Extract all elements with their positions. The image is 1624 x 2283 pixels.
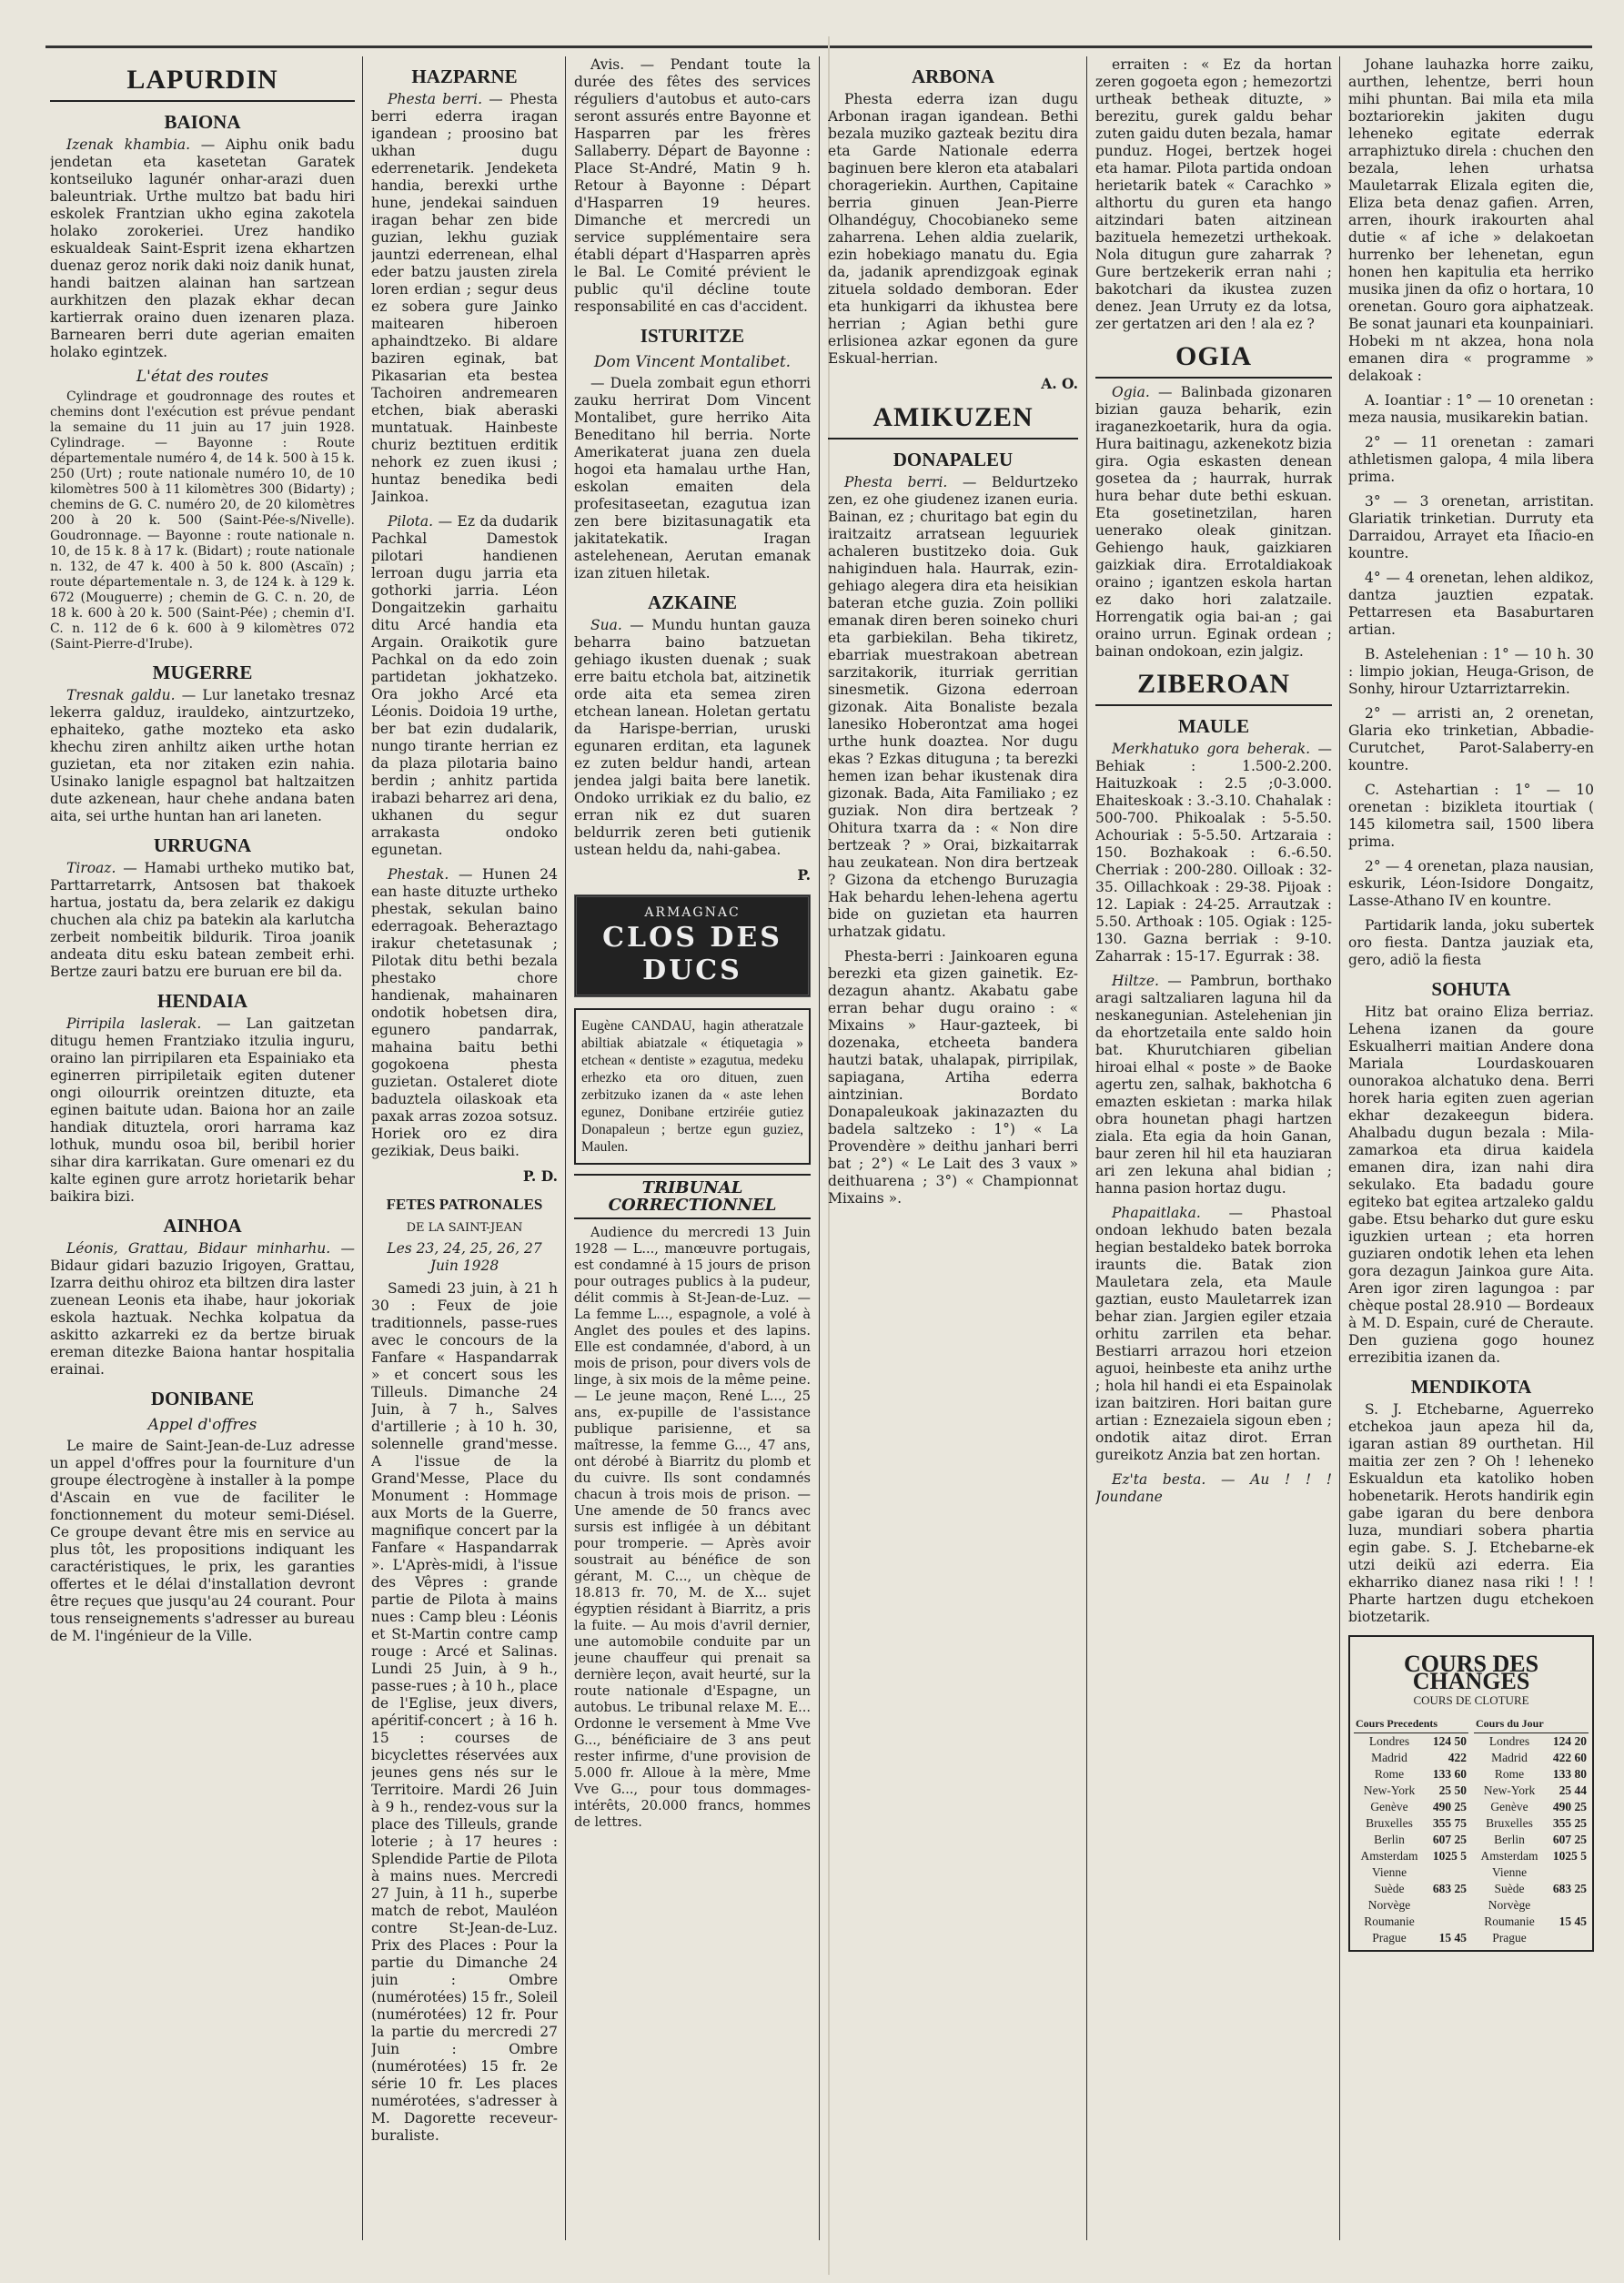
article-sohuta: Hitz bat oraino Eliza berriaz. Lehena izanen da goure Eskualherri maitian Andere dona Mariala Lourdaskouaren ounorakoa alchatuko dena. Berri horek haria egiten zuen agerian ekhar dezakeegun bidera. Ahalbadu dugun bezala : Mila-zamarkoa eta dirua kaidela emanen dira, izan nahi dira sekulako. Eta badadu goure egiteko bat egitea artzaleko galdu gabe. Etsu beharko dut gure esku iguzkien urtean ; eta horren guziaren ondotik lehen eta lehen gora dezagun Jainkoa gure Aita. Aren igor ziren lagungoa : par chèque postal 28.910 — Bordeaux à M. D. Espain, curé de Cheraute. Den guziena gogo hounez errezibitia izanen da. — [1348, 1004, 1594, 1366]
article-arbona: Phesta ederra izan dugu Arbonan iragan igandean. Bethi bezala muziko gazteak bezitu dira eta Garde Nationale ederra baginuen bere kleron eta atabalari chorageriekin. Aurthen, Capitaine berria ginuen Jean-Pierre Olhandéguy, Chocobianeko seme zaharrena. Lehen aldia zuelarik, ezin hobekiago manatu du. Egia da, jadanik aprendizgoak eginak zituela soldado demboran. Eder eta hunkigarri da ikhustea bere herrian ; Agian bethi gure erlisionea azkar egonen da gure Eskual-herrian. — [828, 91, 1078, 367]
article-phestak — [371, 866, 558, 1160]
article-isturitze: — Duela zombait egun ethorri zauku herrirat Dom Vincent Montalibet, gure herriko Aita Beneditano hil berria. Norte Amerikaterat juana zen duela hogoi eta hamalau urthe Han, eskolan emaiten dela profesitaseetan, ezagutua izan zen bere bizitasunagatik eta jakitatekatik. Iragan astelehenean, Aerutan emanak izan zituen hiletak. — [574, 375, 811, 581]
column-2 — [371, 56, 558, 2277]
rate-row — [1474, 1733, 1589, 1751]
program-item: B. Astelehenian : 1° — 10 h. 30 : limpio jokian, Heuga-Grison, de Sonhy, hirour Uztarriztarrekin. — [1348, 646, 1594, 697]
article-phesta-berri: Phesta-berri : Jainkoaren eguna berezki eta gizen gainetik. Ez-dezagun ahantz. Akabatu gabe erran behar dugu oraino : « Mixains » Haur-gazteek, bi dozenaka, etcheeta bandera hautzi batak, uhalapak, pirripilak, sapiagana, Artiha ederra aintzinian. Bordato Donapaleukoak jakinazazten du badela saltzeko : 1°) « La Provendère » deithu janhari berri bat ; 2°) « Le Lait des 3 vaux » deithuarena ; 3°) « Championnat Mixains ». — [828, 948, 1078, 1207]
article-text: — Lan gaitzetan ditugu hemen Frantziako itzulia inguru, oraino lan pirripilaren eta Espainiako eta eginerren pirripiletaik egiten dutener ongi oilourrik oreintzen dituzte, eta eginen baitute udan. Baiona hor an zaile handiak dituztela, orori harrama kaz lothuk, mundu osoa bil, beribil horier sihar dira karrikatan. Gure omenari ez du kalte eginen gure arrotz horietarik behar baikira bizi. — [50, 1015, 355, 1205]
article-lead: Hiltze. — [1112, 973, 1159, 989]
article-lead: Phesta berri. — [388, 91, 483, 107]
rate-value: 1025 5 — [1552, 1849, 1587, 1863]
rate-currency: Bruxelles — [1366, 1816, 1413, 1830]
section-subtitle-appel: Appel d'offres — [147, 1416, 257, 1434]
rate-value: 124 50 — [1432, 1734, 1467, 1748]
rate-row — [1354, 1914, 1468, 1930]
rate-currency: Madrid — [1371, 1751, 1407, 1764]
article-text: — Phesta berri ederra iragan igandean ; proosino bat ukhan dugu ederrenetarik. Jendeketa handia, berexki urthe hune, jendekai sainduen iragan behar zen bide guzian, lekhu guziak jauntzi ederrenean, elhal eder batzu jausten zirela loren erdian ; segur deus ez sobera gure Jainko maitearen hiberoen aphaindtzeko. Bi aldare baziren eginak, bat Pikasarian eta bestea Tachoiren andremearen etchen, biak aberaski muntatuak. Hainbeste churiz beztituen erditik nehork ez zuen ikusi ; huntaz benedika bedi Jainkoa. — [371, 91, 558, 505]
rate-currency: Madrid — [1491, 1751, 1528, 1764]
article-azkaine — [574, 617, 811, 859]
article-johane: Johane lauhazka horre zaiku, aurthen, lehentze, berri houn mihi phuntan. Bai mila eta mila boztariorekin jakiten dugu leheneko egitate ederrak arraphiztuko direla : chuchen den bezala, lehen urhatsa Mauletarrak Elizala egiten die, Eliza beta denaz gafien. Arren, arren, ihourk irakourten ahal dutie « af iche » delakoetan hurrenko ber lehenetan, egun honen hen kapitulia eta herriko musika jinen da ofiz o hortara, 10 orenetan. Gouro gora aiphatzeak. Be sonat jaunari eta kounpainiari. Hobeki m nt akzea, hona nola emanen dira « programme » delakoak : — [1348, 56, 1594, 384]
rate-currency: Vienne — [1371, 1865, 1407, 1879]
rate-value — [1425, 1897, 1468, 1914]
section-title-maule: MAULE — [1177, 715, 1250, 737]
section-title-etat-routes: L'état des routes — [136, 368, 269, 386]
rate-currency: New-York — [1483, 1783, 1536, 1797]
section-title-fetes: FETES PATRONALES — [386, 1196, 543, 1213]
section-title-urrugna: URRUGNA — [153, 834, 252, 856]
rate-value: 133 80 — [1552, 1767, 1587, 1781]
section-title-arbona: ARBONA — [911, 66, 994, 87]
rate-row — [1474, 1799, 1589, 1815]
rate-value: 15 45 — [1558, 1914, 1587, 1928]
article-mugerre — [50, 687, 355, 825]
rate-value — [1425, 1864, 1468, 1881]
program-item: 3° — 3 orenetan, arristitan. Glariatik trinketian. Durruty eta Darraidou, Arrayet eta Iñacio-en kountre. — [1348, 493, 1594, 561]
rate-currency: Londres — [1488, 1734, 1530, 1748]
article-lead: Phapaitlaka. — [1112, 1205, 1201, 1221]
advertisement-armagnac — [574, 894, 811, 997]
rate-value: 1025 5 — [1432, 1849, 1467, 1863]
rate-value: 422 60 — [1552, 1751, 1587, 1764]
rate-row — [1354, 1733, 1468, 1751]
top-rule — [45, 45, 1592, 48]
program-item: C. Astehartian : 1° — 10 orenetan : bizikleta itourtiak ( 145 kilometra sail, 1500 libera prima. — [1348, 782, 1594, 850]
rates-table-day — [1474, 1714, 1589, 1946]
rates-tables — [1354, 1714, 1589, 1946]
rates-title: COURS DES CHANGES — [1403, 1651, 1539, 1694]
rate-row — [1474, 1897, 1589, 1914]
rate-row — [1354, 1881, 1468, 1897]
section-title-hazparne: HAZPARNE — [411, 66, 518, 87]
article-donapaleu — [828, 474, 1078, 941]
article-text: — Mundu huntan gauza beharra baino batzuetan gehiago ikusten duenak ; suak erre baitu etchola bat, aitzinetik orde aita eta semea ziren etchean lanean. Holetan gertatu da Harispe-berrian, uruski egunaren erditan, eta lagunek ez zuten beldur handi, artean jendea jalgi baita bere lanetik. Ondoko urrikiak ez du balio, ez erran nik ez dut suaren beldurrik zeren beti gutienik ustean heldu da, nahi-gabea. — [574, 617, 811, 858]
article-hiltze — [1095, 973, 1332, 1197]
section-subtitle-isturitze: Dom Vincent Montalibet. — [593, 353, 792, 371]
rate-value: 490 25 — [1432, 1800, 1467, 1813]
section-title-ogia: OGIA — [1095, 340, 1332, 379]
article-baiona — [50, 136, 355, 361]
section-title-tribunal: TRIBUNAL CORRECTIONNEL — [574, 1174, 811, 1219]
rate-currency: Roumanie — [1364, 1914, 1415, 1928]
rate-currency: Berlin — [1494, 1833, 1525, 1846]
column-rule — [565, 56, 566, 2240]
rate-currency: Rome — [1494, 1767, 1525, 1781]
column-rule — [362, 56, 363, 2240]
article-phapaitlaka — [1095, 1205, 1332, 1464]
article-pilota — [371, 513, 558, 859]
article-mendikota: S. J. Etchebarne, Aguerreko etchekoa jaun apeza hil da, igaran astian 89 ourthetan. Hil maitia zer zen ? Oh ! leheneko Eskualdun eta katoliko hoben hobenetarik. Herots handirik egin gabe igaran du bere denbora luza, mundiari sobera phartia egin gabe. S. J. Etchebarne-ek utzi deikü azi ederra. Eia ekharriko dianez nasa riki ! ! ! Pharte hartzen dugu etchekoen biotzetarik. — [1348, 1401, 1594, 1625]
article-lead: Pirripila laslerak. — [66, 1015, 202, 1032]
rates-table-previous — [1354, 1714, 1468, 1946]
rate-currency: Norvège — [1367, 1898, 1411, 1912]
rate-row — [1474, 1914, 1589, 1930]
article-fetes: Samedi 23 juin, à 21 h 30 : Feux de joie traditionnels, passe-rues avec le concours de la Fanfare « Haspandarrak » et concert sous les Tilleuls. Dimanche 24 Juin, à 7 h., Salves d'artillerie ; à 10 h. 30, solennelle grand'messe. A l'issue de la Grand'Messe, Place du Monument : Hommage aux Morts de la Guerre, magnifique concert par la Fanfare « Haspandarrak ». L'Après-midi, à l'issue des Vêpres : grande partie de Pilota à mains nues : Camp bleu : Léonis et St-Martin contre camp rouge : Arcé et Salinas. Lundi 25 Juin, à 9 h., passe-rues ; à 10 h., place de l'Eglise, jeux divers, apéritif-concert ; à 16 h. 15 : courses de bicyclettes réservées aux jeunes gens nés sur le Territoire. Mardi 26 Juin à 9 h., rendez-vous sur la place des Tilleuls, grande loterie ; à 17 heures : Splendide Partie de Pilota à mains nues. Mercredi 27 Juin, à 11 h., superbe match de rebot, Mauléon contre St-Jean-de-Luz. Prix des Places : Pour la partie du Dimanche 24 juin : Ombre (numérotées) 15 fr., Soleil (numérotées) 12 fr. Pour la partie du mercredi 27 Juin : Ombre (numérotées) 15 fr. 2e série 10 fr. Les places numérotées, s'adresser à M. Dagorette receveur-buraliste. — [371, 1280, 558, 2144]
rate-currency: Rome — [1374, 1767, 1405, 1781]
rate-row — [1354, 1799, 1468, 1815]
rate-currency: Prague — [1492, 1931, 1527, 1945]
signature: A. O. — [1041, 375, 1078, 392]
rate-value — [1545, 1930, 1589, 1946]
article-hendaia — [50, 1015, 355, 1206]
section-title-isturitze: ISTURITZE — [640, 325, 745, 347]
article-erraiten: erraiten : « Ez da hortan zeren gogoeta egon ; hemezortzi urtheak betheak dituzte, » berezitu, gurek galdu behar zuten gaidu duten bezala, hamar punduz. Hogei, bertzek hogei eta hamar. Pilota partida ondoan herietarik batek « Carachko » althortu du guren eta hango aitzindari baten aitzinean bazituela hemezetzi urthekoak. Nola ditugun gure zaharrak ? Gure bertzekerik erran nahi ; bakotchari da ikustea zuzen denez. Jean Urruty ez da lotsa, zer gertatzen ari den ! ala ez ? — [1095, 56, 1332, 332]
article-tribunal: Audience du mercredi 13 Juin 1928 — L..., manœuvre portugais, est condamné à 15 jours de prison pour outrages publics à la pudeur, délit commis à St-Jean-de-Luz. — La femme L..., espagnole, a volé à Anglet des poules et des lapins. Elle est condamnée, d'abord, à un mois de prison, pour divers vols de linge, à six mois de la même peine. — Le jeune maçon, René L..., 25 ans, ex-pupille de l'assistance publique parisienne, et sa maîtresse, la femme G..., 47 ans, ont dérobé à Biarritz du plomb et du cuivre. Ils sont condamnés chacun à trois mois de prison. — Une amende de 50 francs avec sursis est infligée à un débitant pour tromperie. — Après avoir soustrait au bénéfice de son gérant, M. C..., un chèque de 18.813 fr. 70, M. de X... sujet égyptien résidant à Biarritz, a pris la fuite. — Au mois d'avril dernier, une automobile conduite par un jeune chauffeur qui prenait sa dernière leçon, avait heurté, sur la route nationale d'Espagne, un autobus. Le tribunal relaxe M. E... Ordonne le versement à Mme Vve G..., bénéficiaire de 3 ans peut rester infirme, d'une provision de 5.000 fr. Alloue à la mère, Mme Vve G..., pour tous dommages-intérêts, 20.000 francs, hommes de lettres. — [574, 1226, 811, 1830]
article-lead: Sua. — [590, 617, 622, 633]
rate-row — [1354, 1848, 1468, 1864]
advertisement-candau: Eugène CANDAU, hagin atheratzale abiltiak abiatzale « étiquetagia » etchean « dentiste » ezagutua, medeku erhezko eta oro dituen, zuen zerbitzuko izanen da « aste lehen egunez, Donibane ertziréie gutiez Donapaleun ; bertze egun guziez, Maulen. — [574, 1008, 811, 1165]
column-4 — [828, 56, 1078, 2277]
section-title-sohuta: SOHUTA — [1431, 978, 1511, 1000]
rate-currency: Roumanie — [1484, 1914, 1535, 1928]
article-text: — Hunen 24 ean haste dituzte urtheko phestak, sekulan baino ederragoak. Beheraztago irakur chetetasunak ; Pilotak ditu bethi bezala phestako chore handienak, mahainaren ondotik hobetsen dira, egunero pandarrak, mahaina baitu bethi gogokoena phesta guzietan. Ostaleret diote baduztela oilaskoak eta paxak arras zozoa sotsuz. Horiek oro ez dira gezikiak, Deus baiki. — [371, 866, 558, 1159]
column-5 — [1095, 56, 1332, 2277]
section-title-baiona: BAIONA — [164, 111, 241, 133]
program-item: 2° — 4 orenetan, plaza nausian, eskurik, Léon-Isidore Dongaitz, Lasse-Athano IV en kountre. — [1348, 858, 1594, 909]
rate-value — [1425, 1914, 1468, 1930]
article-donibane: Le maire de Saint-Jean-de-Luz adresse un appel d'offres pour la fourniture d'un groupe électrogène à installer à la pompe d'Ascain en vue de faciliter le fonctionnement du moteur semi-Diésel. Ce groupe devant être mis en service au plus tôt, les propositions indiquant les caractéristiques, le prix, les garanties offertes et le délai d'installation devront être reçues que jusqu'au 24 courant. Pour tous renseignements s'adresser au bureau de M. l'ingénieur de la Ville. — [50, 1438, 355, 1644]
article-text: — Behiak : 1.500-2.200. Haituzkoak : 2.5 ;0-3.000. Ehaiteskoak : 3.-3.10. Chahalak : 500-700. Phikoalak : 5-5.50. Achouriak : 5-5.50. Artzaraia : 150. Bozhakoak : 6.-6.50. Cherriak : 200-280. Oilloak : 32-35. Oillachkoak : 29-38. Pijoak : 12. Lapiak : 24-25. Arrautzak : 5.50. Arthoak : 105. Ogiak : 125-130. Gazna berriak : 9-10. Zaharrak : 15-17. Egurrak : 38. — [1095, 741, 1332, 965]
rate-value: 422 — [1447, 1751, 1467, 1764]
region-title-lapurdin: LAPURDIN — [50, 64, 355, 102]
rate-row — [1474, 1783, 1589, 1799]
ad-small-text: ARMAGNAC — [644, 905, 741, 920]
program-item: 4° — 4 orenetan, lehen aldikoz, dantza jauztien ezpatak. Pettarresen eta Basaburtaren artian. — [1348, 570, 1594, 638]
rate-currency: Berlin — [1374, 1833, 1405, 1846]
rate-row — [1354, 1766, 1468, 1783]
article-text: — Beldurtzeko zen, ez ohe giudenez izanen euria. Bainan, ez ; churitago bat egin du iraitzaitz arratsean leguuriek achaleren bustitzeko doia. Guk nahiginduen hala. Haurrak, ezin-gehiago alegera dira eta heisikian bateran etche guzia. Zoin polliki emanak diren beren soineko churi eta garbiekilan. Beha tikiretz, ebarriak muestrakoan abetrean sarzitakorik, iturriak gerritian sinesmetik. Gizona ederroan gizonak. Aita Bonaliste bezala lanesiko Hoberontzat ama hogei urthe hunk doaztea. Nor dugu ekas ? Ezkas dituguna ; ta berezki hemen izan behar ikustenak dira gizonak. Bada, Aita Familiako ; ez guziak. Non dira bertzeak ? Ohitura txarra da : « Non dire bertzeak ? » Orai, bizkaitarrak hau zeukatean. Non dira bertzeak ? Gizona da etchengo Buruzagia Hak behardu lehen-lehena agertu bide on guzietan eta haurren urhatzak gidatu. — [828, 474, 1078, 940]
rate-row — [1474, 1766, 1589, 1783]
signature: P. D. — [522, 1167, 558, 1185]
rate-currency: Genève — [1370, 1800, 1408, 1813]
rate-value: 683 25 — [1552, 1882, 1587, 1895]
rate-row — [1474, 1848, 1589, 1864]
rate-row — [1354, 1750, 1468, 1766]
program-item: A. Ioantiar : 1° — 10 orenetan : meza nausia, musikarekin batian. — [1348, 392, 1594, 426]
rate-row — [1474, 1815, 1589, 1832]
rate-currency: Amsterdam — [1360, 1849, 1418, 1863]
fetes-dates: Les 23, 24, 25, 26, 27 Juin 1928 — [387, 1240, 542, 1274]
program-item: 2° — arristi an, 2 orenetan, Glaria eko trinketian, Abbadie-Curutchet, Parot-Salaberry-en kountre. — [1348, 705, 1594, 773]
rate-value: 607 25 — [1432, 1833, 1467, 1846]
rate-currency: Suède — [1494, 1882, 1525, 1895]
column-rule — [1339, 56, 1340, 2240]
article-ogia — [1095, 384, 1332, 661]
rate-value: 25 50 — [1438, 1783, 1467, 1797]
rate-value: 355 75 — [1432, 1816, 1467, 1830]
rates-subtitle: COURS DE CLOTURE — [1413, 1693, 1529, 1707]
region-title-ziberoan: ZIBEROAN — [1095, 668, 1332, 706]
rate-row — [1474, 1930, 1589, 1946]
column-rule — [1086, 56, 1087, 2240]
article-text: — Pambrun, borthako aragi saltzaliaren laguna hil da neskanegunian. Astelehenian jin da ehortzetaila ente saldo hoin bat. Khurutchiaren gibelian hiroai elhal « poste » de Baoke agertu zen, salhak, bakhotcha 6 emazten eskietan : marka hilak obra hounetan phagi hartzen ziala. Eta egia da hoin Ganan, baur zeren hil hil eta hauziaran ari zen lekuna ahal bidian ; hanna pasion hortaz dugu. — [1095, 973, 1332, 1197]
exchange-rates-box — [1348, 1635, 1594, 1952]
article-lead: Pilota. — [388, 513, 434, 530]
article-lead: Ogia. — [1112, 384, 1150, 400]
rate-row — [1354, 1832, 1468, 1848]
rate-currency: Genève — [1490, 1800, 1528, 1813]
rate-value — [1545, 1897, 1589, 1914]
rate-value — [1545, 1864, 1589, 1881]
rate-currency: Amsterdam — [1480, 1849, 1538, 1863]
section-title-ainhoa: AINHOA — [163, 1215, 242, 1237]
rate-value: 124 20 — [1552, 1734, 1587, 1748]
rate-value: 25 44 — [1558, 1783, 1587, 1797]
column-1 — [50, 56, 355, 2277]
signature: P. — [797, 866, 811, 884]
article-lead: Izenak khambia. — [66, 136, 191, 153]
article-closing-line: Ez'ta besta. — Au ! ! ! Joundane — [1095, 1471, 1332, 1505]
article-hazparne — [371, 91, 558, 506]
rates-header-day: Cours du Jour — [1474, 1714, 1589, 1733]
article-text: — Hamabi urtheko mutiko bat, Parttarretarrk, Antsosen bat thakoek hartua, jostatu da, bera zelarik ez dakigu chuchen ala chiz pa batekin ala karlutcha zerbeit nombeitik bildurik. Tiroa joanik andeata ditu esku batean zembeit erhi. Bertze zauri batzu ere buruan ere bil da. — [50, 860, 355, 980]
ad-brand: CLOS DES DUCS — [602, 922, 782, 986]
rate-value: 490 25 — [1552, 1800, 1587, 1813]
rate-currency: Prague — [1372, 1931, 1407, 1945]
region-title-amikuzen: AMIKUZEN — [828, 401, 1078, 439]
section-subtitle-saint-jean: DE LA SAINT-JEAN — [406, 1221, 523, 1235]
article-lead: Phestak. — [388, 866, 449, 883]
article-lead: Tiroaz. — [66, 860, 116, 876]
program-list — [1348, 392, 1594, 910]
article-text: — Ez da dudarik Pachkal Damestok pilotari handienen lerroan dugu jarria eta gothorki jarria. Léon Dongaitzekin garhaitu ditu Arcé handia eta Argain. Oraikotik gure Pachkal on da edo zoin partidetan jokhatzeko. Ora jokho Arcé eta Léonis. Doidoia 19 urthe, ber bat ezin dudalarik, nungo tirante herrian ez da plaza pilotaria baino berdin ; anhitz partida irabazi beharrez ari dena, ukhanen du segur arrakasta ondoko egunetan. — [371, 513, 558, 858]
rate-row — [1474, 1864, 1589, 1881]
rate-row — [1354, 1783, 1468, 1799]
rate-currency: Bruxelles — [1486, 1816, 1533, 1830]
article-text: — Lur lanetako tresnaz lekerra galduz, irauldeko, aintzurtzeko, ephaiteko, gathe mozteko eta asko khechu ziren anhiltz aiken urthe hotan guzietan, eta nor zitaken ezin nahia. Usinako lanigle espagnol bat haltzaitzen dute azkenean, haur chehe andana baten aita, sei urthe huntan han ari laneten. — [50, 687, 355, 824]
article-lead: Merkhatuko gora beherak. — [1112, 741, 1311, 757]
section-title-hendaia: HENDAIA — [156, 990, 248, 1012]
column-6 — [1348, 56, 1594, 2277]
rate-currency: Norvège — [1488, 1898, 1531, 1912]
article-maule — [1095, 741, 1332, 965]
program-item: 2° — 11 orenetan : zamari athletismen galopa, 4 mila libera prima. — [1348, 434, 1594, 485]
rate-value: 683 25 — [1432, 1882, 1467, 1895]
rate-currency: New-York — [1363, 1783, 1416, 1797]
rate-value: 15 45 — [1438, 1931, 1467, 1945]
rate-row — [1354, 1897, 1468, 1914]
section-title-mugerre: MUGERRE — [152, 662, 253, 683]
article-lead: Phesta berri. — [844, 474, 948, 490]
article-etat-routes: Cylindrage et goudronnage des routes et chemins dont l'exécution est prévue pendant la semaine du 11 juin au 17 juin 1928. Cylindrage. — Bayonne : Route départementale numéro 4, de 14 k. 500 à 15 k. 250 (Urt) ; route nationale numéro 10, de 10 kilomètres 500 à 11 kilomètres 300 (Bidarty) ; chemins de G. C. numéro 20, de 20 kilomètres 200 à 20 k. 500 (Saint-Pée-s/Nivelle). Goudronnage. — Bayonne : route nationale n. 10, de 15 k. 8 à 17 k. (Bidart) ; route nationale n. 132, de 47 k. 400 à 50 k. 800 (Ascaïn) ; route départementale n. 3, de 124 k. à 129 k. 672 (Mouguerre) ; chemin de G. C. n. 20, de 18 k. 600 à 20 k. 500 (Saint-Pée) ; chemin d'I. C. n. 112 de 6 k. 600 à 9 kilomètres 072 (Saint-Pierre-d'Irube). — [50, 389, 355, 652]
rate-currency: Vienne — [1491, 1865, 1528, 1879]
article-avis: Avis. — Pendant toute la durée des fêtes des services réguliers d'autobus et auto-cars seront assurés entre Bayonne et Hasparren par les frères Sallaberry. Départ de Bayonne : Place St-André, Matin 9 h. Retour à Bayonne : Départ d'Hasparren 19 heures. Dimanche et mercredi un service supplémentaire sera établi départ d'Hasparren après le Bal. Le Comité prévient le public qu'il décline toute responsabilité en cas d'accident. — [574, 56, 811, 315]
rates-header-previous: Cours Precedents — [1354, 1714, 1468, 1733]
section-title-donapaleu: DONAPALEU — [893, 449, 1014, 470]
program-note: Partidarik landa, joku subertek oro fiesta. Dantza jauziak eta, gero, adiö la fiesta — [1348, 917, 1594, 968]
rate-row — [1474, 1832, 1589, 1848]
section-title-mendikota: MENDIKOTA — [1410, 1376, 1532, 1398]
article-urrugna — [50, 860, 355, 981]
article-lead: Tresnak galdu. — [66, 687, 176, 703]
rate-value: 355 25 — [1552, 1816, 1587, 1830]
rate-value: 133 60 — [1432, 1767, 1467, 1781]
rate-row — [1474, 1750, 1589, 1766]
rate-currency: Londres — [1368, 1734, 1410, 1748]
section-title-donibane: DONIBANE — [150, 1388, 255, 1409]
article-text: — Balinbada gizonaren bizian gauza beharik, ezin iraganezkoetarik, hura da ogia. Hura baitinagu, azkenekotz bizia gira. Ogia eskasten denean gosetea da ; haurrak, hurrak hura behar dute bethi eskuan. Eta gosetinetzilan, haren uenerako oleak ginitzan. Gehiengo hauk, gaizkiaren gaizkiak dira. Errotaldiakoak oraino ; igantzen eskola hartan ez dako hori zalatzaile. Horrengatik ogia bai-an ; gai oraino urrun. Eginak ordean ; bainan ondokoan, ezin jalgiz. — [1095, 384, 1332, 660]
column-3 — [574, 56, 811, 2277]
rate-currency: Suède — [1374, 1882, 1405, 1895]
article-lead: Léonis, Grattau, Bidaur minharhu. — [66, 1240, 331, 1257]
rate-row — [1354, 1930, 1468, 1946]
rate-row — [1354, 1815, 1468, 1832]
article-text: — Aiphu onik badu jendetan eta kasetetan Garatek kontseiluko lagunér onhar-arazi duen baleuntriak. Urthe multzo bat badu hiri eskolek Frantzian ukho egina zakotela holako zorokeriei. Urez handiko eskualdeak Saint-Esprit izena ekhartzen duenaz geroz norik daki noiz danik hunat, handi baitzen alainan han sartzean aurkhitzen den plazak ekhar decan kartierrak oraino duen izenaren plaza. Barnearen berri dute agerian emaiten holako egintzek. — [50, 136, 355, 360]
rate-value: 607 25 — [1552, 1833, 1587, 1846]
rate-row — [1354, 1864, 1468, 1881]
section-title-azkaine: AZKAINE — [647, 591, 738, 613]
column-rule — [819, 56, 820, 2240]
article-ainhoa — [50, 1240, 355, 1379]
article-text: — Phastoal ondoan lekhudo baten bezala hegian bestaldeko batek borroka iraunts die. Batak zion Mauletara zela, eta Maule gaztian, eusto Mauletarrek izan behar zian. Jargien egiler etzaia orhitu zarrilen eta behar. Bestiarri arrazou hori etzeion aguoi, heinbeste eta anihz urthe ; hola hil handi ei eta Espainolak izan baitziren. Hori baitan gure artian : Eznezaiela sigoun eben ; ondotik aitaz dirot. Erran gureikotz Anzia bat zen hortan. — [1095, 1205, 1332, 1463]
rate-row — [1474, 1881, 1589, 1897]
article-text: — Bidaur gidari bazuzio Irigoyen, Grattau, Izarra deithu ohiroz eta biltzen dira laster zuenean Leonis eta ihabe, haur jokoriak eskola haztuak. Nechka kolpatua da askitto azkarreki ez da bertze biruak ereman ditezke Baiona hantar hospitalia erainai. — [50, 1240, 355, 1378]
